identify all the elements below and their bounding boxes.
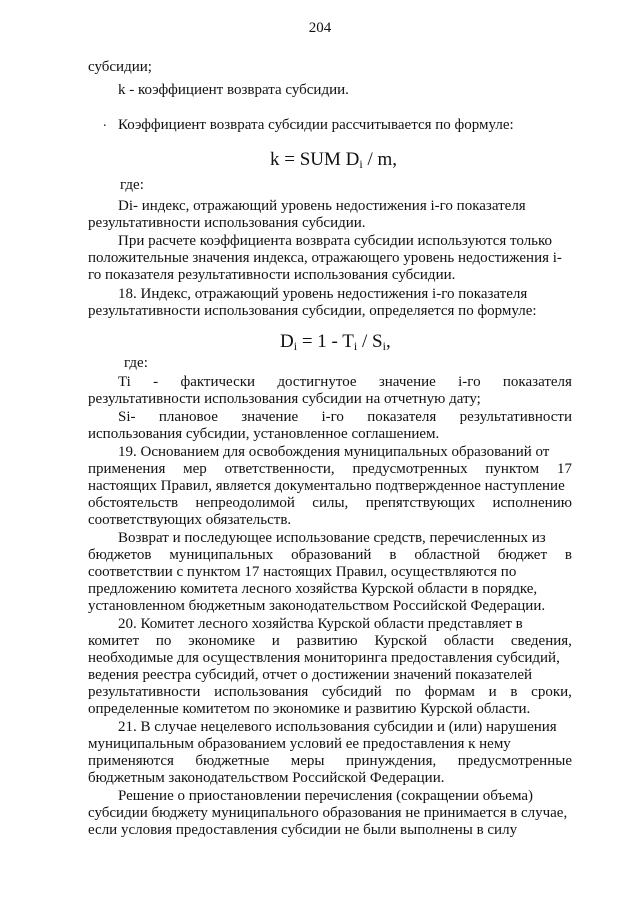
text-line (88, 214, 366, 232)
text-segment: бюджетов (88, 547, 152, 563)
text-line (88, 477, 572, 495)
text-line (88, 700, 530, 718)
text-segment: Di- индекс, отражающий уровень недостижения i-го показателя (118, 198, 526, 214)
text-segment: ведения реестра субсидий, отчет о достижении значений показателей (88, 667, 533, 683)
formula-di-d: , (385, 331, 391, 352)
text-segment: значение (241, 409, 299, 425)
text-line (118, 529, 572, 547)
text-segment: применения (88, 461, 166, 477)
formula-di-a-sub: i (293, 339, 298, 353)
text-segment: мер (183, 461, 207, 477)
text-segment: сведения, (510, 633, 572, 649)
text-segment: значение (378, 374, 436, 390)
text-line (88, 649, 572, 667)
text-line (88, 494, 572, 512)
text-line (118, 81, 349, 99)
text-line (88, 302, 537, 320)
text-segment: показателя (367, 409, 437, 425)
text-line (118, 373, 572, 391)
text-segment: При расчете коэффициента возврата субсидии используются только (118, 233, 553, 249)
text-line (88, 683, 572, 701)
text-segment: i-го (321, 409, 344, 425)
text-segment: соответствующих обязательств. (88, 512, 292, 528)
text-segment: бюджетные (195, 753, 270, 769)
formula-di-c: / S (357, 331, 383, 352)
text-segment: комитет (88, 633, 140, 649)
text-segment: плановое (158, 409, 218, 425)
text-segment: непреодолимой (195, 495, 295, 511)
text-segment: показателя (502, 374, 572, 390)
text-line (88, 266, 455, 284)
text-line (88, 58, 152, 76)
text-segment: препятствующих (365, 495, 476, 511)
text-line (88, 804, 572, 822)
text-segment: k - коэффициент возврата субсидии. (118, 82, 349, 98)
text-line (88, 632, 572, 650)
text-segment: силы, (312, 495, 349, 511)
text-line (118, 197, 572, 215)
text-segment: 17 (556, 461, 572, 477)
text-segment: настоящих Правил, является документально подтвержденное наступление (88, 478, 565, 494)
text-segment: результативности использования субсидии на отчетную дату; (88, 391, 481, 407)
text-segment: результативности (88, 684, 201, 700)
text-segment: предусмотренных (352, 461, 468, 477)
text-line (88, 821, 572, 839)
text-segment: субсидии бюджету муниципального образования не принимается в случае, (88, 805, 568, 821)
text-segment: ответственности, (224, 461, 335, 477)
formula-di-a: D (280, 331, 294, 352)
text-segment: Возврат и последующее использование средств, перечисленных из (118, 530, 546, 546)
text-segment: бюджет (497, 547, 547, 563)
text-segment: Коэффициент возврата субсидии рассчитывается по формуле: (118, 117, 514, 133)
text-line (88, 546, 572, 564)
text-segment: развитию (296, 633, 358, 649)
text-segment: сроки, (531, 684, 572, 700)
text-line (88, 511, 291, 529)
formula-k-sub: i (359, 157, 363, 171)
text-segment: принуждения, (345, 753, 437, 769)
text-segment: го показателя результативности использования субсидии. (88, 267, 456, 283)
text-line (118, 443, 572, 461)
text-line (118, 285, 572, 303)
text-segment: бюджетным законодательством Российской Федерации. (88, 770, 445, 786)
text-segment: в (564, 547, 572, 563)
text-segment: областной (414, 547, 480, 563)
text-line (88, 735, 572, 753)
text-segment: результативности использования субсидии, определяется по формуле: (88, 303, 537, 319)
text-segment: формам (424, 684, 475, 700)
text-segment: предложению комитета лесного хозяйства Курской области в порядке, (88, 581, 538, 597)
text-segment: Решение о приостановлении перечисления (сокращении объема) (118, 788, 533, 804)
text-line (88, 597, 545, 615)
formula-di (280, 331, 391, 357)
text-segment: обстоятельств (88, 495, 179, 511)
text-segment: и (488, 684, 497, 700)
text-segment: исполнению (492, 495, 572, 511)
text-segment: установленном бюджетным законодательством Российской Федерации. (88, 598, 546, 614)
text-segment: где: (120, 177, 144, 193)
text-segment: i-го (458, 374, 481, 390)
text-segment: области (443, 633, 494, 649)
text-line (88, 460, 572, 478)
page-number: 204 (308, 20, 332, 36)
text-line (88, 769, 445, 787)
text-line (118, 787, 572, 805)
text-segment: субсидии; (88, 59, 152, 75)
text-line (88, 580, 572, 598)
text-segment: и (271, 633, 280, 649)
text-line (88, 249, 572, 267)
text-line (88, 390, 481, 408)
text-segment: Ti (118, 374, 131, 390)
text-segment: достигнутое (277, 374, 357, 390)
text-line (118, 232, 572, 250)
text-segment: соответствии с пунктом 17 настоящих Правил, осуществляются по (88, 564, 517, 580)
text-segment: - (153, 374, 159, 390)
formula-di-b: = 1 - T (297, 331, 354, 352)
text-segment: применяются (88, 753, 174, 769)
text-segment: 19. Основанием для освобождения муниципальных образований от (118, 444, 550, 460)
text-segment: предусмотренные (457, 753, 572, 769)
text-line (118, 116, 514, 134)
formula-k-rhs: / m, (362, 149, 398, 170)
text-segment: Si- (118, 409, 136, 425)
text-segment: в (389, 547, 397, 563)
text-segment: 21. В случае нецелевого использования субсидии и (или) нарушения (118, 719, 557, 735)
stray-dot: . (103, 115, 107, 130)
text-segment: результативности (459, 409, 572, 425)
text-segment: Курской (374, 633, 428, 649)
formula-k (270, 149, 397, 175)
formula-di-b-sub: i (353, 339, 358, 353)
text-segment: меры (290, 753, 325, 769)
formula-di-c-sub: i (382, 339, 386, 353)
text-segment: по (155, 633, 172, 649)
text-line (118, 408, 572, 426)
text-segment: 20. Комитет лесного хозяйства Курской области представляет в (118, 616, 523, 632)
text-line (118, 615, 572, 633)
text-segment: фактически (180, 374, 256, 390)
text-segment: по (395, 684, 412, 700)
text-segment: использования субсидии, установленное соглашением. (88, 426, 440, 442)
text-line (88, 425, 439, 443)
text-segment: пунктом (485, 461, 540, 477)
text-segment: 18. Индекс, отражающий уровень недостижения i-го показателя (118, 286, 528, 302)
text-segment: муниципальным образованием условий ее предоставления к нему (88, 736, 511, 752)
text-line (88, 666, 572, 684)
text-segment: экономике (188, 633, 255, 649)
text-segment: образований (291, 547, 372, 563)
text-segment: если условия предоставления субсидии не были выполнены в силу (88, 822, 518, 838)
text-line (124, 354, 148, 372)
text-segment: положительные значения индекса, отражающего уровень недостижения i- (88, 250, 562, 266)
text-segment: в (510, 684, 518, 700)
text-segment: субсидий (322, 684, 382, 700)
text-segment: необходимые для осуществления мониторинга предоставления субсидий, (88, 650, 560, 666)
text-segment: муниципальных (169, 547, 274, 563)
text-line (120, 176, 144, 194)
text-segment: использования (214, 684, 309, 700)
formula-k-lhs: k = SUM D (270, 149, 360, 170)
text-line (88, 752, 572, 770)
text-segment: где: (124, 355, 148, 371)
text-line (118, 718, 572, 736)
text-segment: определенные комитетом по экономике и развитию Курской области. (88, 701, 531, 717)
text-segment: результативности использования субсидии. (88, 215, 366, 231)
text-line (88, 563, 572, 581)
